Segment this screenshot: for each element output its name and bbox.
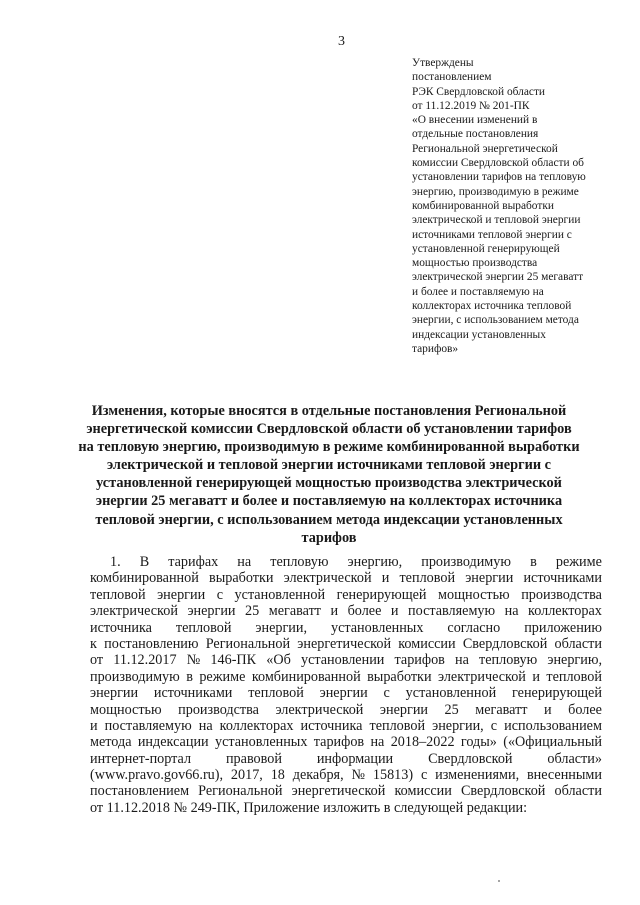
- word: с: [420, 767, 428, 784]
- approval-line: тарифов»: [412, 342, 459, 355]
- word: тепловую: [479, 652, 538, 669]
- paragraph-line: от 11.12.2018 № 249-ПК, Приложение изложить в следующей редакции:: [90, 799, 528, 816]
- word: внесенными: [526, 767, 602, 784]
- word: выработки: [209, 570, 274, 587]
- word: установленной: [405, 685, 497, 702]
- paragraph-line: [90, 652, 602, 668]
- word: декабря,: [292, 767, 344, 784]
- paragraph-line: [90, 669, 602, 685]
- word: области: [554, 783, 602, 800]
- word: на: [370, 734, 385, 751]
- word: в: [530, 554, 537, 570]
- word: (www.pravo.gov66.ru),: [90, 767, 224, 784]
- approval-line: «О внесении изменений в: [412, 114, 538, 127]
- scan-speck: [498, 880, 500, 882]
- word: производимую: [90, 668, 180, 685]
- word: тепловой: [399, 570, 456, 587]
- word: и: [532, 668, 540, 685]
- word: и: [90, 717, 98, 734]
- word: энергетической: [297, 635, 392, 652]
- word: с: [216, 586, 224, 603]
- word: тепловой: [90, 586, 146, 603]
- word: к: [90, 635, 97, 652]
- word: электрической: [90, 603, 178, 620]
- approval-block: [412, 56, 627, 356]
- approval-line: источниками тепловой энергии с: [412, 228, 572, 241]
- title-line: тарифов: [301, 529, 357, 546]
- word: использованием: [504, 717, 602, 734]
- word: Свердловской: [428, 750, 513, 767]
- word: мегаватт: [475, 701, 528, 718]
- word: Региональной: [198, 783, 283, 800]
- word: годы»: [460, 734, 497, 751]
- word: тепловой: [369, 717, 426, 734]
- approval-line: энергии, с использованием метода: [412, 314, 579, 327]
- approval-line: от 11.12.2019 № 201-ПК: [412, 99, 530, 112]
- approval-line: установлении тарифов на тепловую: [412, 171, 586, 184]
- paragraph-line: [90, 734, 602, 750]
- word: и: [390, 603, 399, 620]
- word: 11.12.2017: [113, 652, 177, 669]
- word: энергетической: [291, 783, 386, 800]
- word: на: [237, 554, 252, 570]
- word: энергии,: [255, 619, 308, 636]
- word: источника: [300, 717, 363, 734]
- approval-line: постановлением: [412, 71, 492, 84]
- word: тарифов: [313, 734, 365, 751]
- paragraph-line: [90, 587, 602, 603]
- word: с: [383, 685, 390, 702]
- word: тепловую: [270, 554, 329, 570]
- page-number: 3: [338, 34, 345, 49]
- word: метода: [90, 734, 132, 751]
- word: энергии: [157, 586, 206, 603]
- approval-line: электрической энергии 25 мегаватт: [412, 271, 584, 284]
- word: интернет-портал: [90, 750, 192, 767]
- title-line: энергии 25 мегаватт и более и поставляемую на коллекторах источника: [95, 493, 563, 510]
- word: режиме: [555, 554, 602, 570]
- word: комиссии: [394, 783, 452, 800]
- word: на: [504, 603, 519, 620]
- word: Свердловской: [462, 635, 548, 652]
- paragraph-line: [90, 685, 602, 701]
- approval-line: Утверждены: [412, 57, 474, 69]
- word: мегаватт: [268, 603, 321, 620]
- word: области»: [547, 750, 602, 767]
- word: в: [186, 668, 193, 685]
- word: более: [347, 603, 382, 620]
- word: индексации: [137, 734, 209, 751]
- word: режиме: [199, 668, 246, 685]
- word: 2017,: [230, 767, 263, 784]
- title-line: установленной генерирующей мощностью производства электрической: [96, 475, 562, 492]
- title-line: Изменения, которые вносятся в отдельные постановления Региональной: [91, 403, 567, 419]
- paragraph-line: [90, 767, 602, 783]
- word: 2018–2022: [390, 734, 455, 751]
- word: информации: [316, 750, 394, 767]
- word: 1.: [110, 554, 121, 570]
- word: №: [186, 652, 201, 669]
- word: на: [198, 717, 213, 734]
- word: тарифах: [168, 554, 219, 570]
- word: установленных: [214, 734, 308, 751]
- paragraph-line: [90, 783, 602, 799]
- approval-line: комиссии Свердловской области об: [412, 157, 584, 170]
- word: от: [90, 652, 104, 669]
- word: генерирующей: [512, 685, 602, 702]
- approval-line: Региональной энергетической: [412, 142, 558, 155]
- word: энергии: [319, 685, 368, 702]
- word: коллекторах: [528, 603, 602, 620]
- word: мощностью: [90, 701, 162, 718]
- word: выработки: [367, 668, 432, 685]
- word: тепловой: [175, 619, 232, 636]
- word: электрической: [275, 701, 364, 718]
- word: области: [554, 635, 602, 652]
- word: Региональной: [205, 635, 291, 652]
- approval-line: энергию, производимую в режиме: [412, 185, 579, 198]
- paragraph-line: [90, 620, 602, 636]
- word: и: [330, 603, 339, 620]
- approval-line: мощностью производства: [412, 257, 538, 270]
- approval-line: установленной генерирующей: [412, 242, 560, 255]
- word: энергию,: [547, 652, 602, 669]
- title-line: на тепловую энергию, производимую в режиме комбинированной выработки: [78, 439, 580, 456]
- word: источника: [90, 619, 152, 636]
- word: установлении: [300, 652, 385, 669]
- word: «Об: [266, 652, 291, 669]
- word: мощностью: [438, 586, 510, 603]
- paragraph-line: [90, 718, 602, 734]
- paragraph-line: [90, 636, 602, 652]
- approval-line: комбинированной выработки: [412, 199, 554, 212]
- word: комбинированной: [251, 668, 361, 685]
- word: комиссии: [398, 635, 456, 652]
- word: правовой: [225, 750, 282, 767]
- paragraph-line: [90, 570, 602, 586]
- word: 25: [245, 603, 260, 620]
- word: №: [351, 767, 366, 784]
- word: тарифов: [394, 652, 445, 669]
- approval-line: РЭК Свердловской области: [412, 85, 546, 98]
- word: 18: [270, 767, 285, 784]
- word: генерирующей: [336, 586, 427, 603]
- document-title: [56, 402, 602, 547]
- word: на: [455, 652, 469, 669]
- word: 15813): [372, 767, 414, 784]
- word: изменениями,: [435, 767, 520, 784]
- word: и: [544, 701, 552, 718]
- word: комбинированной: [90, 570, 199, 587]
- word: установленных: [330, 619, 424, 636]
- title-line: электрической и тепловой энергии источниками тепловой энергии с: [107, 457, 551, 474]
- word: энергии: [465, 570, 514, 587]
- word: 146-ПК: [210, 652, 257, 669]
- word: установленной: [234, 586, 326, 603]
- word: энергии,: [432, 717, 484, 734]
- approval-line: и более и поставляемую на: [412, 285, 544, 298]
- word: тепловой: [546, 668, 602, 685]
- word: приложению: [524, 619, 602, 636]
- word: энергии: [187, 603, 236, 620]
- word: энергию,: [347, 554, 403, 570]
- word: производства: [178, 701, 259, 718]
- paragraph-line: [90, 603, 602, 619]
- word: согласно: [447, 619, 501, 636]
- paragraph-1: [90, 554, 602, 816]
- title-line: энергетической комиссии Свердловской области об установлении тарифов: [86, 421, 572, 438]
- approval-line: индексации установленных: [412, 328, 546, 341]
- word: энергии: [379, 701, 428, 718]
- word: коллекторах: [219, 717, 294, 734]
- word: поставляемую: [408, 603, 496, 620]
- word: поставляемую: [104, 717, 192, 734]
- word: более: [568, 701, 602, 718]
- word: производимую: [421, 554, 511, 570]
- word: и: [381, 570, 390, 587]
- word: с: [490, 717, 498, 734]
- word: Свердловской: [460, 783, 546, 800]
- word: электрической: [437, 668, 526, 685]
- word: тепловой: [248, 685, 304, 702]
- word: источниками: [153, 685, 233, 702]
- title-line: тепловой энергии, с использованием метода индексации установленных: [95, 511, 563, 528]
- word: производства: [521, 586, 602, 603]
- word: электрической: [283, 570, 372, 587]
- paragraph-line: [90, 554, 602, 570]
- approval-line: коллекторах источника тепловой: [412, 300, 572, 313]
- word: постановлению: [104, 635, 199, 652]
- word: 25: [444, 701, 459, 718]
- word: («Официальный: [503, 734, 602, 751]
- word: источниками: [523, 570, 602, 587]
- word: постановлением: [90, 783, 190, 800]
- word: В: [139, 554, 150, 570]
- word: энергии: [90, 685, 139, 702]
- paragraph-line: [90, 702, 602, 718]
- paragraph-line: [90, 751, 602, 767]
- approval-line: электрической и тепловой энергии: [412, 214, 581, 227]
- approval-line: отдельные постановления: [412, 128, 539, 141]
